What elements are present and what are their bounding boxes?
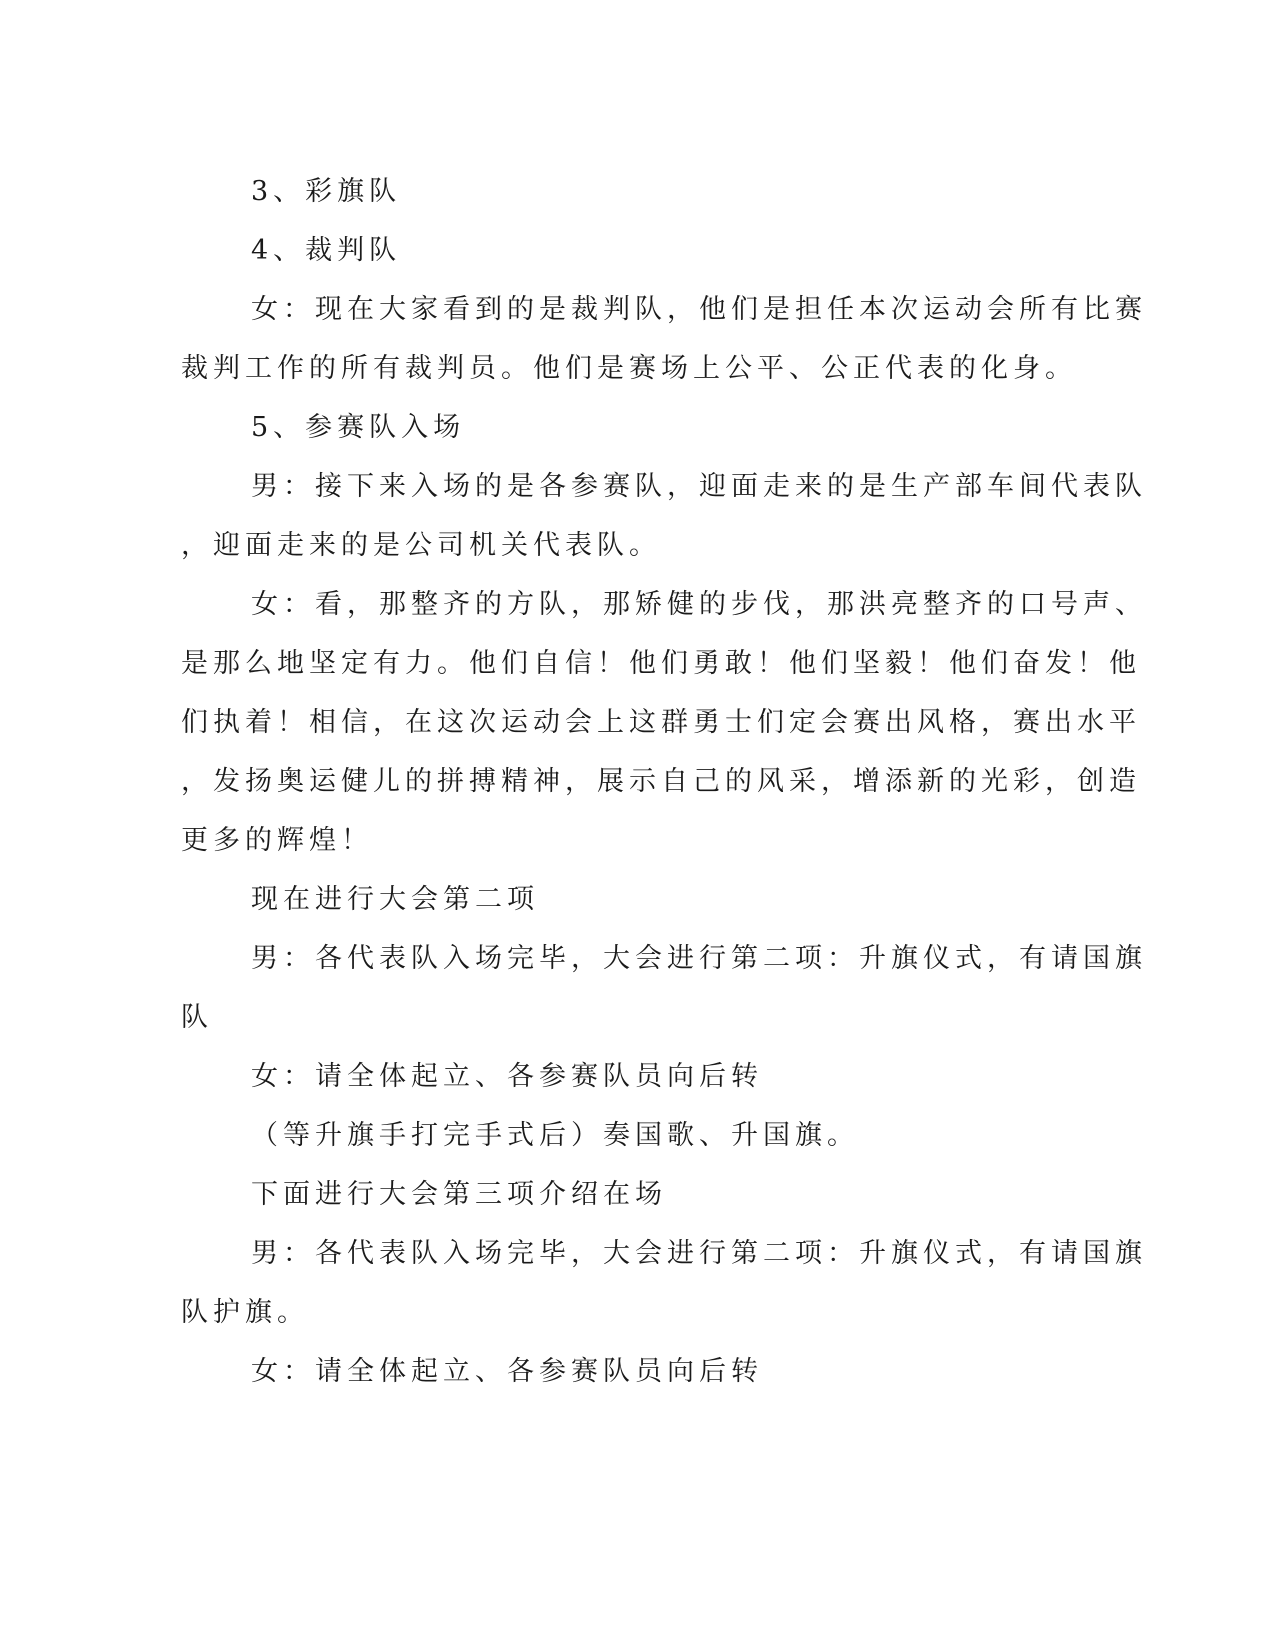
text-line: 更多的辉煌！ bbox=[181, 825, 373, 856]
text-line: 队护旗。 bbox=[181, 1297, 309, 1328]
text-line: 女：现在大家看到的是裁判队，他们是担任本次运动会所有比赛 bbox=[251, 294, 1147, 325]
text-line: 是那么地坚定有力。他们自信！他们勇敢！他们坚毅！他们奋发！他 bbox=[181, 648, 1141, 679]
paragraph-referee-intro bbox=[181, 280, 1147, 398]
text-line: 女：请全体起立、各参赛队员向后转 bbox=[251, 1061, 763, 1092]
paragraph-referee-team-heading bbox=[181, 221, 1031, 280]
text-line: 男：接下来入场的是各参赛队，迎面走来的是生产部车间代表队 bbox=[251, 471, 1147, 502]
text-line: 队 bbox=[181, 1002, 213, 1033]
paragraph-teams-entry-female bbox=[181, 575, 1147, 870]
document-body bbox=[181, 162, 1147, 1401]
paragraph-stand-up-female bbox=[181, 1047, 1031, 1106]
text-line: 男：各代表队入场完毕，大会进行第二项：升旗仪式，有请国旗 bbox=[251, 943, 1147, 974]
paragraph-teams-entry-heading bbox=[181, 398, 1031, 457]
paragraph-flag-guard-male bbox=[181, 1224, 1147, 1342]
text-line: 4、裁判队 bbox=[251, 235, 402, 266]
text-line: 现在进行大会第二项 bbox=[251, 884, 539, 915]
text-line: ，迎面走来的是公司机关代表队。 bbox=[181, 530, 661, 561]
text-line: ，发扬奥运健儿的拼搏精神，展示自己的风采，增添新的光彩，创造 bbox=[181, 766, 1141, 797]
paragraph-flag-raising-male bbox=[181, 929, 1147, 1047]
text-line: （等升旗手打完手式后）奏国歌、升国旗。 bbox=[251, 1120, 859, 1151]
paragraph-anthem bbox=[181, 1106, 1031, 1165]
paragraph-item-three-heading bbox=[181, 1165, 1031, 1224]
paragraph-flag-team bbox=[181, 162, 1031, 221]
text-line: 下面进行大会第三项介绍在场 bbox=[251, 1179, 667, 1210]
paragraph-stand-up-female-repeat bbox=[181, 1342, 1031, 1401]
text-line: 女：请全体起立、各参赛队员向后转 bbox=[251, 1356, 763, 1387]
text-line: 女：看，那整齐的方队，那矫健的步伐，那洪亮整齐的口号声、 bbox=[251, 589, 1147, 620]
paragraph-item-two-heading bbox=[181, 870, 1031, 929]
text-line: 男：各代表队入场完毕，大会进行第二项：升旗仪式，有请国旗 bbox=[251, 1238, 1147, 1269]
paragraph-teams-entry-male bbox=[181, 457, 1147, 575]
text-line: 5、参赛队入场 bbox=[251, 412, 466, 443]
text-line: 们执着！相信，在这次运动会上这群勇士们定会赛出风格，赛出水平 bbox=[181, 707, 1141, 738]
text-line: 裁判工作的所有裁判员。他们是赛场上公平、公正代表的化身。 bbox=[181, 353, 1077, 384]
text-line: 3、彩旗队 bbox=[251, 176, 402, 207]
